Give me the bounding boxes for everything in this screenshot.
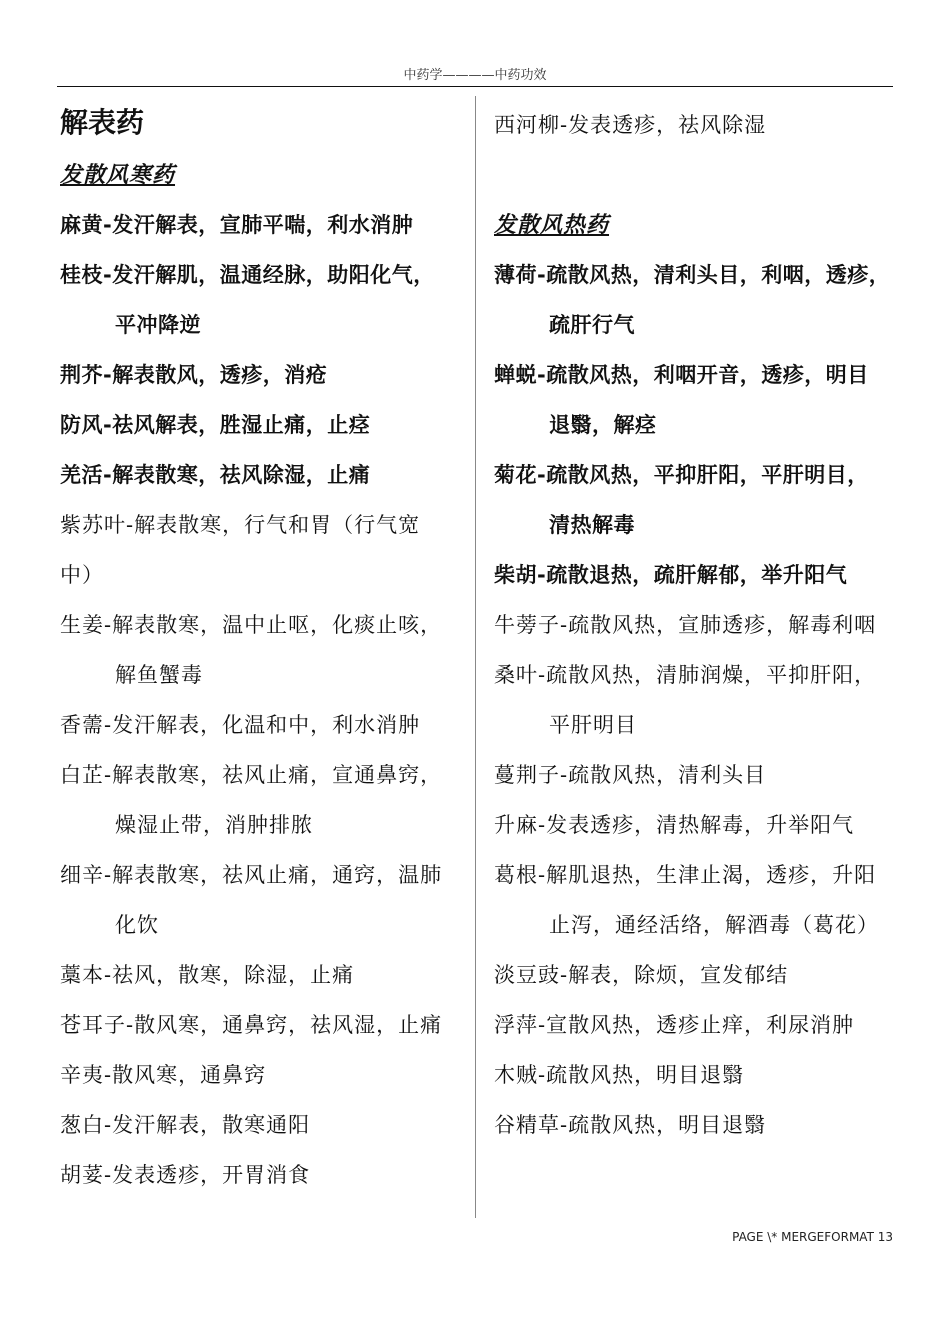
- section-title: 解表药: [60, 106, 145, 139]
- right-column: [494, 100, 914, 1150]
- herb-line-cont: 清热解毒: [549, 513, 635, 537]
- herb-line-cont: 解鱼蟹毒: [115, 663, 203, 687]
- herb-line: 蔓荆子-疏散风热，清利头目: [494, 763, 767, 787]
- herb-line: 蝉蜕-疏散风热，利咽开音，透疹，明目: [494, 363, 869, 387]
- herb-line: 桑叶-疏散风热，清肺润燥，平抑肝阳，: [494, 663, 877, 687]
- herb-line: 藁本-祛风，散寒，除湿，止痛: [60, 963, 355, 987]
- herb-line: 香薷-发汗解表，化温和中，利水消肿: [60, 713, 421, 737]
- subheading-wind-heat: 发散风热药: [494, 212, 610, 238]
- herb-line: 葱白-发汗解表，散寒通阳: [60, 1113, 311, 1137]
- herb-line: 升麻-发表透疹，清热解毒，升举阳气: [494, 813, 855, 837]
- subheading-wind-cold: 发散风寒药: [60, 162, 176, 188]
- herb-line: 麻黄-发汗解表，宣肺平喘，利水消肿: [60, 213, 414, 237]
- herb-line: 柴胡-疏散退热，疏肝解郁，举升阳气: [494, 563, 848, 587]
- herb-line: 防风-祛风解表，胜湿止痛，止痉: [60, 413, 371, 437]
- header-rule: [57, 86, 893, 87]
- herb-line: 淡豆豉-解表，除烦，宣发郁结: [494, 963, 789, 987]
- herb-line: 木贼-疏散风热，明目退翳: [494, 1063, 745, 1087]
- left-column: [60, 100, 465, 1200]
- herb-line-cont: 退翳，解痉: [549, 413, 657, 437]
- herb-line-cont: 平冲降逆: [115, 313, 201, 337]
- page-header: 中药学————中药功效: [403, 68, 547, 83]
- spacer: [494, 150, 914, 200]
- herb-line-cont: 燥湿止带，消肿排脓: [115, 813, 313, 837]
- herb-line: 浮萍-宣散风热，透疹止痒，利尿消肿: [494, 1013, 855, 1037]
- herb-line: 菊花-疏散风热，平抑肝阳，平肝明目，: [494, 463, 869, 487]
- page-footer: PAGE \* MERGEFORMAT 13: [732, 1230, 893, 1244]
- herb-line: 荆芥-解表散风，透疹，消疮: [60, 363, 328, 387]
- herb-line: 牛蒡子-疏散风热，宣肺透疹，解毒利咽: [494, 613, 877, 637]
- herb-line-cont: 平肝明目: [549, 713, 637, 737]
- herb-line: 白芷-解表散寒，祛风止痛，宣通鼻窍，: [60, 763, 443, 787]
- herb-line: 细辛-解表散寒，祛风止痛，通窍，温肺: [60, 863, 443, 887]
- herb-line: 苍耳子-散风寒，通鼻窍，祛风湿，止痛: [60, 1013, 443, 1037]
- herb-line: 羌活-解表散寒，祛风除湿，止痛: [60, 463, 371, 487]
- herb-line: 谷精草-疏散风热，明目退翳: [494, 1113, 767, 1137]
- herb-line: 桂枝-发汗解肌，温通经脉，助阳化气，: [60, 263, 435, 287]
- herb-line: 生姜-解表散寒，温中止呕，化痰止咳，: [60, 613, 443, 637]
- herb-line-cont-flush: 中）: [60, 563, 104, 587]
- herb-line-cont: 止泻，通经活络，解酒毒（葛花）: [549, 913, 879, 937]
- herb-line: 西河柳-发表透疹，祛风除湿: [494, 113, 767, 137]
- herb-line: 葛根-解肌退热，生津止渴，透疹，升阳: [494, 863, 877, 887]
- herb-line: 胡荽-发表透疹，开胃消食: [60, 1163, 311, 1187]
- herb-line: 薄荷-疏散风热，清利头目，利咽，透疹，: [494, 263, 891, 287]
- herb-line-cont: 化饮: [115, 913, 159, 937]
- herb-line-cont: 疏肝行气: [549, 313, 635, 337]
- herb-line: 紫苏叶-解表散寒，行气和胃（行气宽: [60, 513, 421, 537]
- herb-line: 辛夷-散风寒，通鼻窍: [60, 1063, 267, 1087]
- column-divider: [475, 96, 476, 1218]
